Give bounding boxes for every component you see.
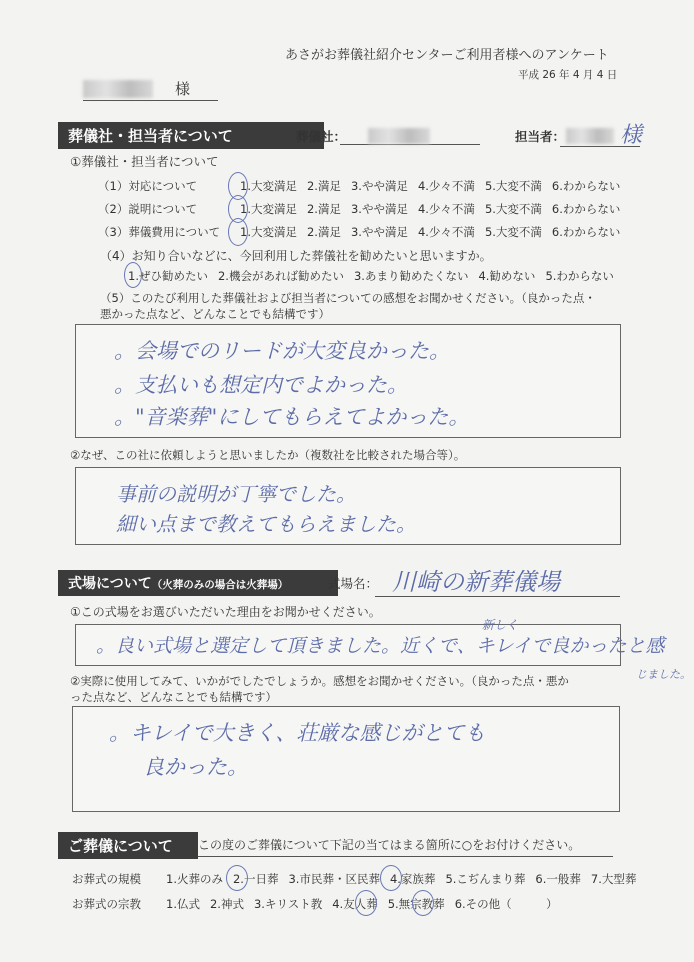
company-line	[340, 144, 480, 145]
selection-circle	[124, 262, 142, 288]
rating-option[interactable]: 6.わからない	[551, 225, 621, 239]
funeral-religion-label: お葬式の宗教	[72, 897, 141, 911]
survey-date: 平成 26 年 4 月 4 日	[518, 69, 618, 81]
religion-option[interactable]: 6.その他（ ）	[454, 897, 558, 911]
religion-option[interactable]: 4.友人葬	[332, 897, 378, 911]
rating-row-explanation	[98, 201, 630, 217]
q2-label: ②なぜ、この社に依頼しようと思いましたか（複数社を比較された場合等）。	[70, 448, 466, 462]
rating-option[interactable]: 5.大変不満	[484, 179, 542, 193]
rating-option[interactable]: 4.少々不満	[417, 179, 475, 193]
religion-option[interactable]: 5.無宗教葬	[387, 897, 445, 911]
section-heading-venue	[58, 570, 338, 596]
scale-option[interactable]: 7.大型葬	[590, 872, 637, 886]
venue-heading-note: （火葬のみの場合は火葬場）	[151, 579, 289, 591]
rating-option[interactable]: 3.やや満足	[350, 179, 408, 193]
rating-option[interactable]: 1.大変満足	[240, 179, 297, 193]
q5-answer-line: 。支払いも想定内でよかった。	[114, 373, 408, 397]
scale-option[interactable]: 4.家族葬	[389, 872, 436, 886]
selection-circle	[380, 865, 402, 891]
scale-option[interactable]: 2.一日葬	[232, 872, 279, 886]
recommend-options	[128, 268, 624, 284]
rating-option[interactable]: 3.やや満足	[350, 202, 408, 216]
funeral-instruction: この度のご葬儀について下記の当てはまる箇所に○をお付けください。	[198, 836, 613, 857]
venue-q2-answer-box[interactable]	[72, 706, 620, 812]
selection-circle	[355, 890, 377, 916]
rating-label: （3）葬儀費用について	[98, 225, 221, 239]
rating-label: （1）対応について	[98, 179, 198, 193]
recommend-option[interactable]: 2.機会があれば勧めたい	[217, 269, 344, 283]
q2-answer-line: 事前の説明が丁寧でした。	[116, 482, 356, 506]
section-heading-funeral-company: 葬儀社・担当者について	[58, 122, 324, 149]
funeral-religion-row	[72, 896, 568, 912]
rating-row-cost	[98, 224, 630, 240]
venue-q1-label: ①この式場をお選びいただいた理由をお聞かせください。	[70, 605, 381, 619]
customer-name-line	[83, 78, 218, 101]
scale-option[interactable]: 3.市民葬・区民葬	[288, 872, 380, 886]
rating-option[interactable]: 2.満足	[306, 225, 341, 239]
company-label: 葬儀社：	[296, 129, 347, 144]
rating-option[interactable]: 6.わからない	[551, 202, 621, 216]
venue-q1-answer-insertion: 新しく	[482, 618, 519, 632]
funeral-scale-row	[72, 871, 646, 887]
venue-q2-answer-line: 良かった。	[143, 755, 248, 779]
q5-label-line2: 悪かった点など、どんなことでも結構です）	[100, 307, 330, 321]
rating-option[interactable]: 1.大変満足	[240, 225, 297, 239]
rating-option[interactable]: 2.満足	[306, 202, 341, 216]
q5-label-line1: （5）このたび利用した葬儀社および担当者についての感想をお聞かせください。（良かった点・	[100, 291, 596, 305]
religion-option[interactable]: 2.神式	[209, 897, 244, 911]
selection-circle	[228, 218, 248, 246]
religion-option[interactable]: 1.仏式	[166, 897, 200, 911]
religion-option[interactable]: 3.キリスト教	[253, 897, 323, 911]
rating-option[interactable]: 3.やや満足	[350, 225, 408, 239]
q1-label: ①葬儀社・担当者について	[70, 154, 219, 169]
q2-answer-box[interactable]	[75, 467, 621, 545]
recommend-option[interactable]: 4.勧めない	[478, 269, 536, 283]
selection-circle	[412, 890, 434, 916]
rating-option[interactable]: 1.大変満足	[240, 202, 297, 216]
q2-answer-line: 細い点まで教えてもらえました。	[116, 512, 416, 536]
venue-q2-answer-line: 。キレイで大きく、荘厳な感じがとても	[109, 721, 486, 745]
q4-label: （4）お知り合いなどに、今回利用した葬儀社を勧めたいと思いますか。	[100, 249, 492, 263]
rating-row-response	[98, 178, 630, 194]
redacted-company-name	[368, 128, 430, 144]
q5-answer-line: 。"音楽葬"にしてもらえてよかった。	[114, 405, 470, 429]
q5-answer-box[interactable]	[75, 324, 621, 438]
venue-name-handwritten: 川崎の新葬儀場	[392, 568, 560, 596]
rating-label: （2）説明について	[98, 202, 198, 216]
honorific: 様	[175, 80, 191, 98]
rating-option[interactable]: 5.大変不満	[484, 202, 542, 216]
funeral-scale-label: お葬式の規模	[72, 872, 141, 886]
selection-circle	[226, 865, 248, 891]
venue-label: 式場名：	[328, 576, 379, 591]
rating-option[interactable]: 4.少々不満	[417, 225, 475, 239]
survey-title: あさがお葬儀社紹介センターご利用者様へのアンケート	[285, 48, 609, 63]
rating-option[interactable]: 4.少々不満	[417, 202, 475, 216]
scale-option[interactable]: 6.一般葬	[535, 872, 581, 886]
rating-option[interactable]: 5.大変不満	[484, 225, 542, 239]
recommend-option[interactable]: 3.あまり勧めたくない	[353, 269, 469, 283]
scale-option[interactable]: 5.こぢんまり葬	[445, 872, 526, 886]
section-heading-funeral: ご葬儀について	[58, 832, 198, 859]
q5-answer-line: 。会場でのリードが大変良かった。	[114, 339, 450, 363]
staff-honorific-handwritten: 様	[620, 123, 643, 148]
venue-q1-answer-box[interactable]	[75, 624, 665, 666]
venue-q1-answer: 。良い式場と選定して頂きました。近くで、キレイで良かったと感	[96, 635, 665, 657]
rating-option[interactable]: 6.わからない	[551, 179, 621, 193]
redacted-staff-name	[566, 128, 614, 144]
recommend-option[interactable]: 5.わからない	[545, 269, 614, 283]
venue-q1-answer-continuation: じました。	[636, 668, 691, 681]
venue-q2-label-line2: った点など、どんなことでも結構です）	[70, 690, 277, 704]
scale-option[interactable]: 1.火葬のみ	[166, 872, 223, 886]
venue-heading-text: 式場について	[68, 576, 152, 592]
staff-label: 担当者：	[515, 129, 566, 144]
recommend-option[interactable]: 1.ぜひ勧めたい	[128, 269, 208, 283]
venue-q2-label-line1: ②実際に使用してみて、いかがでしたでしょうか。感想をお聞かせください。（良かった点・悪か	[70, 674, 569, 688]
rating-option[interactable]: 2.満足	[306, 179, 341, 193]
